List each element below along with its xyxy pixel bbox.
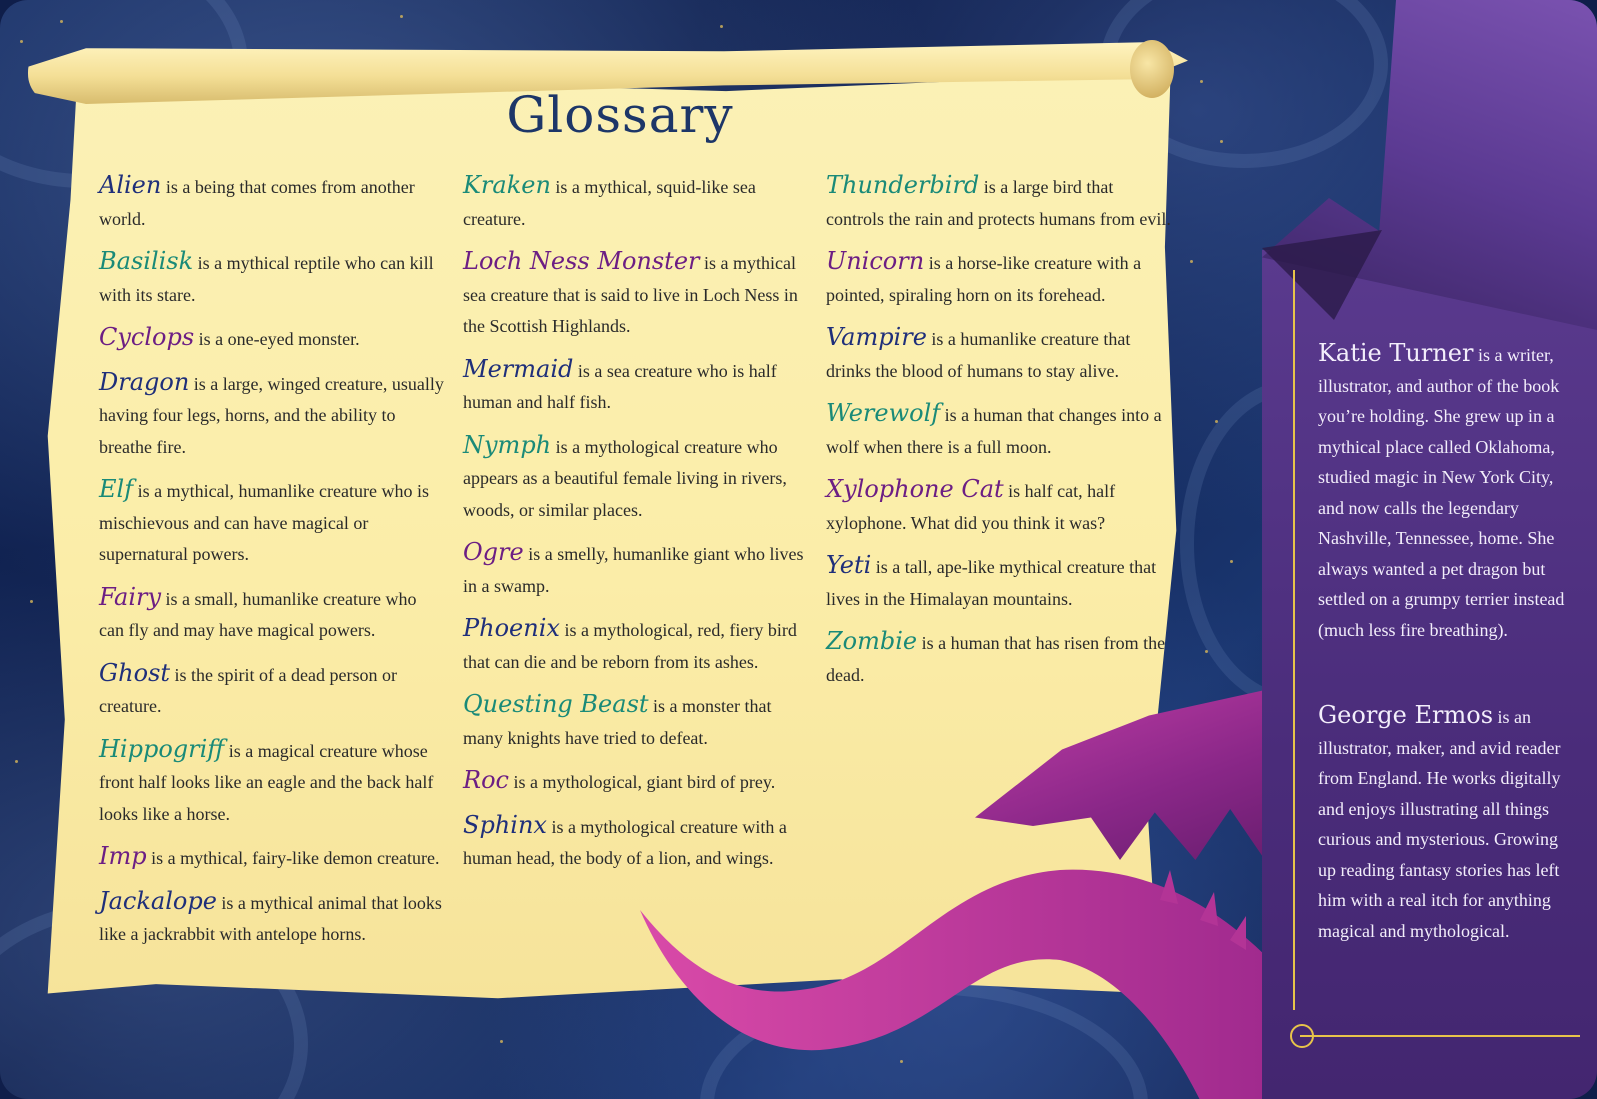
gold-sparkle [1230, 560, 1233, 563]
glossary-definition: is a mythological creature who appears as a beautiful female living in rivers, woods, or similar places. [463, 436, 787, 520]
glossary-term: Sphinx [463, 810, 547, 839]
glossary-term: Loch Ness Monster [463, 247, 700, 275]
gold-border-base [1300, 1035, 1580, 1037]
glossary-definition: is a mythical, fairy-like demon creature. [146, 848, 440, 868]
glossary-entry [463, 170, 808, 235]
glossary-entry [826, 246, 1171, 311]
bio-name: George Ermos [1318, 701, 1494, 729]
glossary-entry [99, 322, 444, 356]
gold-sparkle [15, 760, 18, 763]
bio-text: is a writer, illustrator, and author of the book you’re holding. She grew up in a mythical place called Oklahoma, studied magic in New York City, and now calls the legendary Nashville, Tennessee, home. She always wanted a pet dragon but settled on a grumpy terrier instead (much less fire breathing). [1318, 345, 1565, 640]
gold-sparkle [20, 40, 23, 43]
glossary-entry [99, 658, 444, 723]
gold-sparkle [1220, 140, 1223, 143]
glossary-term: Kraken [463, 171, 551, 199]
glossary-term: Thunderbird [826, 171, 980, 199]
glossary-definition: is a horse-like creature with a pointed, spiraling horn on its forehead. [826, 253, 1142, 305]
glossary-column-1 [99, 170, 444, 962]
glossary-term: Xylophone Cat [826, 475, 1004, 503]
glossary-definition: is a mythological creature with a human head, the body of a lion, and wings. [463, 816, 787, 868]
glossary-entry [463, 537, 808, 602]
glossary-term: Imp [99, 842, 147, 870]
glossary-definition: is a being that comes from another world. [99, 177, 415, 229]
bio-name: Katie Turner [1318, 339, 1474, 367]
gold-sparkle [400, 15, 403, 18]
gold-sparkle [1205, 650, 1208, 653]
glossary-term: Mermaid [463, 354, 574, 383]
glossary-entry [826, 170, 1171, 235]
bio-george-ermos [1318, 700, 1573, 946]
glossary-term: Hippogriff [99, 734, 225, 763]
glossary-term: Roc [463, 766, 509, 794]
glossary-entry [463, 354, 808, 419]
gold-border-curl [1290, 1024, 1314, 1048]
glossary-definition: is a mythical reptile who can kill with its stare. [99, 253, 434, 305]
glossary-definition: is a sea creature who is half human and half fish. [463, 360, 777, 412]
glossary-entry [463, 613, 808, 678]
gold-sparkle [1215, 420, 1218, 423]
glossary-entry [99, 886, 444, 951]
glossary-entry [826, 322, 1171, 387]
gold-sparkle [60, 20, 63, 23]
scroll-curl [1130, 40, 1174, 98]
gold-sparkle [1190, 260, 1193, 263]
glossary-column-2 [463, 170, 808, 886]
glossary-term: Ghost [99, 658, 171, 687]
glossary-definition: is a mythical, humanlike creature who is mischievous and can have magical or supernatural powers. [99, 481, 429, 564]
glossary-definition: is a mythological, red, fiery bird that can die and be reborn from its ashes. [463, 620, 797, 672]
gold-border-line [1293, 270, 1295, 1010]
glossary-definition: is a one-eyed monster. [194, 329, 360, 349]
glossary-definition: is a small, humanlike creature who can fly and may have magical powers. [99, 588, 417, 640]
glossary-term: Questing Beast [463, 690, 649, 718]
glossary-entry [463, 246, 808, 343]
glossary-definition: is a human that changes into a wolf when there is a full moon. [826, 405, 1162, 457]
glossary-entry [99, 582, 444, 647]
glossary-entry [826, 626, 1171, 691]
glossary-entry [463, 689, 808, 754]
glossary-term: Basilisk [99, 247, 194, 275]
glossary-definition: is a large, winged creature, usually having four legs, horns, and the ability to breathe fire. [99, 373, 444, 457]
glossary-column-3 [826, 170, 1171, 702]
glossary-term: Werewolf [826, 399, 941, 427]
glossary-definition: is half cat, half xylophone. What did you think it was? [826, 481, 1116, 533]
glossary-entry [99, 841, 444, 875]
glossary-term: Elf [99, 475, 134, 503]
gold-sparkle [500, 1040, 503, 1043]
glossary-term: Nymph [463, 430, 552, 459]
glossary-definition: is a human that has risen from the dead. [826, 633, 1166, 685]
glossary-definition: is a mythical, squid-like sea creature. [463, 177, 756, 229]
glossary-definition: is a humanlike creature that drinks the blood of humans to stay alive. [826, 329, 1131, 381]
glossary-entry [826, 474, 1171, 539]
bio-katie-turner [1318, 338, 1573, 645]
glossary-term: Dragon [99, 367, 190, 396]
glossary-term: Phoenix [463, 614, 560, 642]
glossary-entry [99, 246, 444, 311]
gold-sparkle [30, 600, 33, 603]
glossary-term: Unicorn [826, 247, 925, 275]
glossary-term: Cyclops [99, 323, 195, 351]
glossary-entry [463, 765, 808, 799]
glossary-definition: is a tall, ape-like mythical creature that lives in the Himalayan mountains. [826, 557, 1157, 609]
glossary-entry [99, 474, 444, 571]
glossary-definition: is a mythological, giant bird of prey. [508, 772, 776, 792]
glossary-definition: is a smelly, humanlike giant who lives in a swamp. [463, 544, 804, 596]
glossary-definition: is a monster that many knights have tried to defeat. [463, 696, 772, 748]
gold-sparkle [720, 25, 723, 28]
glossary-definition: is a magical creature whose front half looks like an eagle and the back half looks like a horse. [99, 740, 434, 824]
bio-text: is an illustrator, maker, and avid reader from England. He works digitally and enjoys illustrating all things curious and mysterious. Growing up reading fantasy stories has left him with a real itch for anything magical and mythological. [1318, 707, 1561, 941]
glossary-definition: is a mythical sea creature that is said to live in Loch Ness in the Scottish Highlands. [463, 253, 798, 336]
glossary-definition: is a large bird that controls the rain and protects humans from evil. [826, 177, 1171, 229]
glossary-definition: is the spirit of a dead person or creature. [99, 664, 397, 716]
glossary-term: Ogre [463, 538, 524, 566]
glossary-term: Yeti [826, 551, 872, 579]
glossary-entry [826, 398, 1171, 463]
gold-sparkle [1200, 80, 1203, 83]
glossary-term: Vampire [826, 323, 927, 351]
glossary-entry [99, 367, 444, 464]
glossary-term: Zombie [826, 627, 918, 655]
glossary-term: Fairy [99, 582, 162, 611]
glossary-definition: is a mythical animal that looks like a jackrabbit with antelope horns. [99, 892, 442, 944]
page-title: Glossary [506, 86, 734, 144]
glossary-entry [99, 170, 444, 235]
dragon-tail [640, 840, 1270, 1099]
glossary-term: Jackalope [99, 886, 217, 915]
glossary-entry [826, 550, 1171, 615]
glossary-entry [463, 430, 808, 527]
glossary-term: Alien [99, 171, 162, 199]
glossary-entry [99, 734, 444, 831]
